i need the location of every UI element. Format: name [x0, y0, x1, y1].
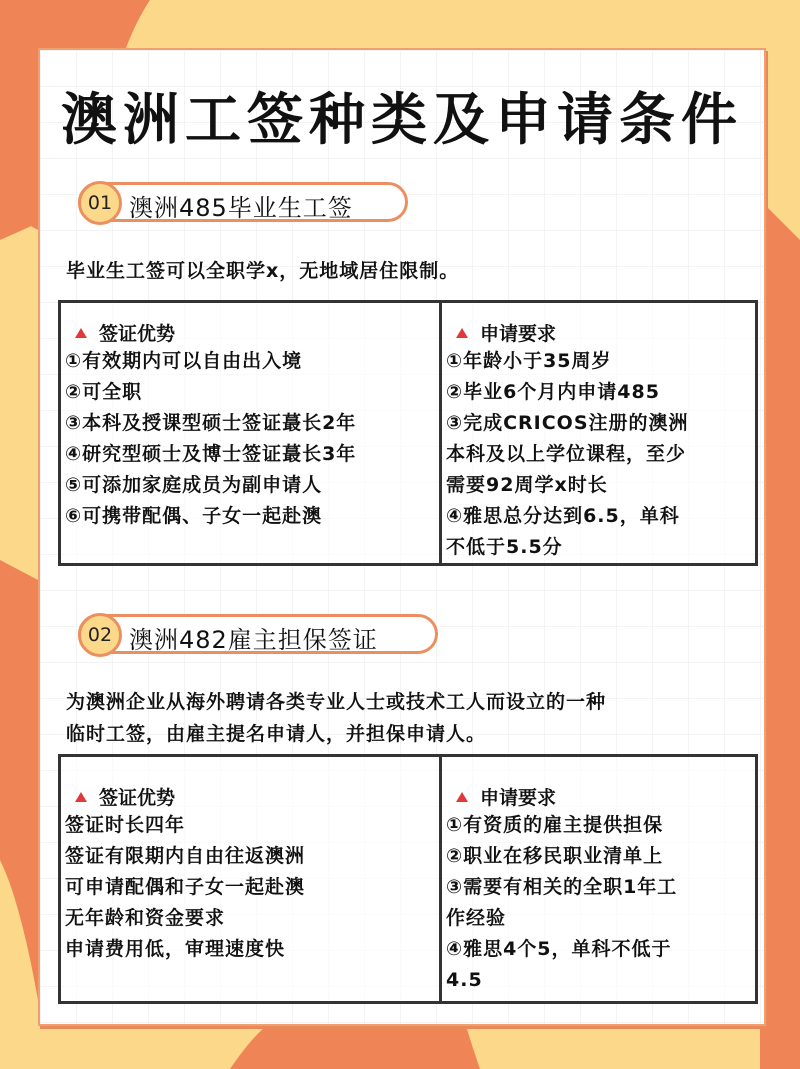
- description-line: 临时工签，由雇主提名申请人，并担保申请人。: [66, 723, 487, 745]
- list-item: ④研究型硕士及博士签证蕞长3年: [65, 443, 357, 465]
- content-card: [38, 48, 766, 1026]
- heading-label: 申请要求: [480, 323, 557, 345]
- triangle-marker-icon: [456, 328, 468, 338]
- list-item: ②可全职: [65, 381, 143, 403]
- list-item: ②职业在移民职业清单上: [446, 845, 664, 867]
- advantages-column: [61, 303, 441, 563]
- requirements-column: [439, 757, 755, 1001]
- list-item: ③完成CRICOS注册的澳洲: [446, 412, 689, 434]
- section-header-485: [78, 182, 408, 222]
- list-item: ②毕业6个月内申请485: [446, 381, 660, 403]
- advantages-column: [61, 757, 441, 1001]
- list-item: 签证时长四年: [65, 814, 186, 836]
- list-item: 不低于5.5分: [446, 536, 563, 558]
- advantages-heading: [61, 319, 441, 346]
- list-item: 申请费用低，审理速度快: [65, 938, 286, 960]
- heading-label: 申请要求: [480, 787, 557, 809]
- heading-label: 签证优势: [99, 787, 176, 809]
- list-item: ④雅思总分达到6.5，单科: [446, 505, 680, 527]
- list-item: ①有效期内可以自由出入境: [65, 350, 303, 372]
- list-item: ①有资质的雇主提供担保: [446, 814, 664, 836]
- triangle-marker-icon: [75, 792, 87, 802]
- advantages-heading: [61, 783, 441, 810]
- requirements-heading: [442, 783, 755, 810]
- section-description: [66, 255, 459, 287]
- requirements-column: [439, 303, 755, 563]
- section-number-badge: 02: [78, 613, 122, 657]
- triangle-marker-icon: [75, 328, 87, 338]
- list-item: ⑥可携带配偶、子女一起赴澳: [65, 505, 323, 527]
- list-item: ①年龄小于35周岁: [446, 350, 612, 372]
- page-title: 澳洲工签种类及申请条件: [61, 88, 743, 153]
- list-item: 作经验: [446, 907, 507, 929]
- list-item: 无年龄和资金要求: [65, 907, 226, 929]
- list-item: ③本科及授课型硕士签证蕞长2年: [65, 412, 357, 434]
- list-item: 签证有限期内自由往返澳洲: [65, 845, 306, 867]
- triangle-marker-icon: [456, 792, 468, 802]
- section-header-482: [78, 614, 438, 654]
- list-item: 需要92周学x时长: [446, 474, 608, 496]
- section-description: [66, 686, 606, 750]
- requirements-heading: [442, 319, 755, 346]
- description-line: 毕业生工签可以全职学x，无地域居住限制。: [66, 260, 460, 282]
- heading-label: 签证优势: [99, 323, 176, 345]
- list-item: 本科及以上学位课程，至少: [446, 443, 687, 465]
- list-item: 4.5: [446, 969, 483, 991]
- section-number-badge: 01: [78, 181, 122, 225]
- list-item: 可申请配偶和子女一起赴澳: [65, 876, 306, 898]
- info-table-485: [58, 300, 758, 566]
- section-title: 澳洲485毕业生工签: [129, 194, 353, 222]
- info-table-482: [58, 754, 758, 1004]
- section-title: 澳洲482雇主担保签证: [129, 626, 378, 654]
- list-item: ③需要有相关的全职1年工: [446, 876, 678, 898]
- list-item: ⑤可添加家庭成员为副申请人: [65, 474, 323, 496]
- list-item: ④雅思4个5，单科不低于: [446, 938, 672, 960]
- description-line: 为澳洲企业从海外聘请各类专业人士或技术工人而设立的一种: [66, 691, 607, 713]
